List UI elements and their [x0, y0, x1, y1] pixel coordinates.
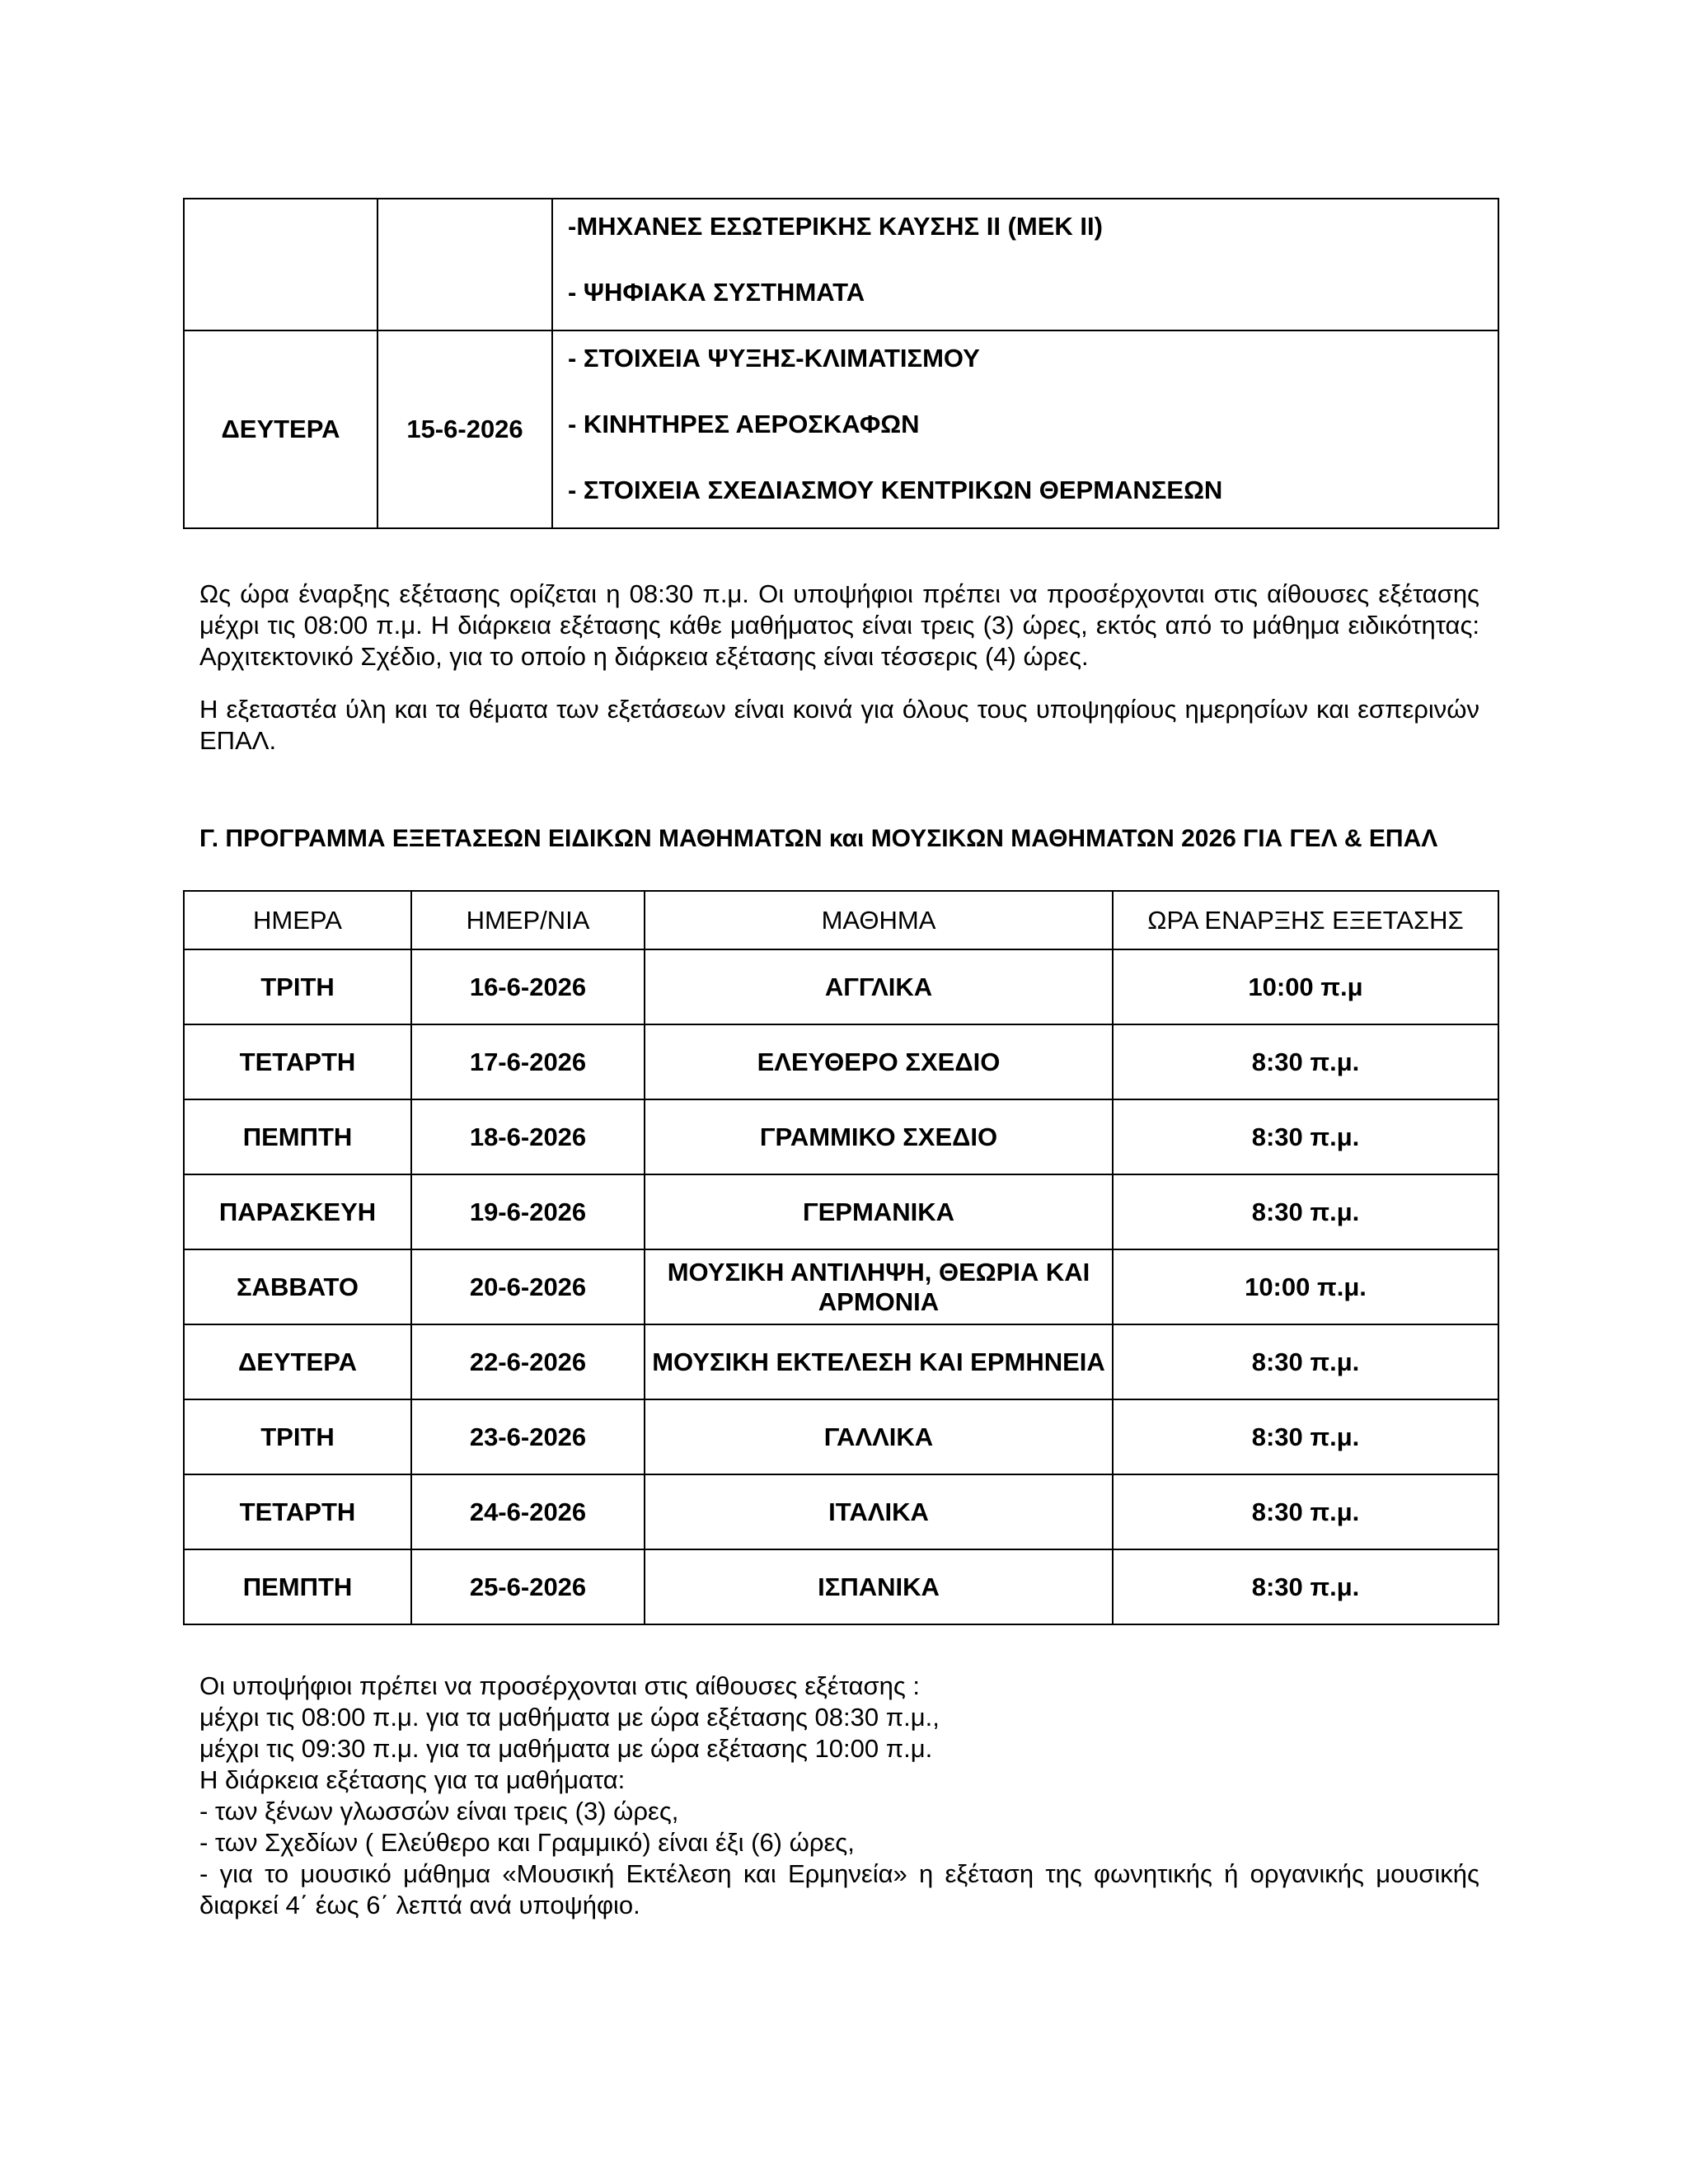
subject-cell: ΓΕΡΜΑΝΙΚΑ — [645, 1174, 1113, 1249]
start-time-cell: 8:30 π.μ. — [1113, 1174, 1498, 1249]
subject-item: - ΨΗΦΙΑΚΑ ΣΥΣΤΗΜΑΤΑ — [568, 278, 865, 307]
day-cell: ΤΕΤΑΡΤΗ — [184, 1474, 411, 1549]
day-cell: ΤΡΙΤΗ — [184, 949, 411, 1024]
day-cell: ΤΡΙΤΗ — [184, 1399, 411, 1474]
subjects-cell — [552, 199, 1498, 330]
subject-cell: ΙΣΠΑΝΙΚΑ — [645, 1549, 1113, 1624]
date-cell: 15-6-2026 — [377, 330, 552, 528]
day-cell — [184, 199, 377, 330]
table-row — [184, 1474, 1498, 1549]
table-row — [184, 1024, 1498, 1099]
table-row — [184, 1549, 1498, 1624]
table-row — [184, 1174, 1498, 1249]
column-header-subject: ΜΑΘΗΜΑ — [645, 891, 1113, 949]
date-cell: 23-6-2026 — [411, 1399, 645, 1474]
table-row — [184, 949, 1498, 1024]
table-row — [184, 1099, 1498, 1174]
date-cell: 18-6-2026 — [411, 1099, 645, 1174]
start-time-cell: 8:30 π.μ. — [1113, 1549, 1498, 1624]
day-cell: ΠΑΡΑΣΚΕΥΗ — [184, 1174, 411, 1249]
subject-item: - ΣΤΟΙΧΕΙΑ ΨΥΞΗΣ-ΚΛΙΜΑΤΙΣΜΟΥ — [568, 344, 980, 373]
date-cell: 17-6-2026 — [411, 1024, 645, 1099]
date-cell: 24-6-2026 — [411, 1474, 645, 1549]
table-header-row — [184, 891, 1498, 949]
subject-item: - ΚΙΝΗΤΗΡΕΣ ΑΕΡΟΣΚΑΦΩΝ — [568, 410, 920, 438]
note-line: - των ξένων γλωσσών είναι τρεις (3) ώρες, — [199, 1797, 679, 1825]
subject-cell: ΓΑΛΛΙΚΑ — [645, 1399, 1113, 1474]
table-row — [184, 330, 1498, 528]
day-cell: ΣΑΒΒΑΤΟ — [184, 1249, 411, 1324]
exam-material-paragraph: Η εξεταστέα ύλη και τα θέματα των εξετάσεων είναι κοινά για όλους τους υποψηφίους ημερησίων και εσπερινών ΕΠΑΛ. — [199, 695, 1479, 755]
subject-cell: ΓΡΑΜΜΙΚΟ ΣΧΕΔΙΟ — [645, 1099, 1113, 1174]
subject-item: -ΜΗΧΑΝΕΣ ΕΣΩΤΕΡΙΚΗΣ ΚΑΥΣΗΣ ΙΙ (ΜΕΚ ΙΙ) — [568, 212, 1103, 241]
note-line: Οι υποψήφιοι πρέπει να προσέρχονται στις αίθουσες εξέτασης : — [199, 1671, 921, 1700]
note-line: μέχρι τις 08:00 π.μ. για τα μαθήματα με ώρα εξέτασης 08:30 π.μ., — [199, 1703, 940, 1732]
exam-notes — [199, 1671, 1479, 1921]
day-cell: ΠΕΜΠΤΗ — [184, 1549, 411, 1624]
start-time-cell: 10:00 π.μ. — [1113, 1249, 1498, 1324]
subject-cell: ΙΤΑΛΙΚΑ — [645, 1474, 1113, 1549]
day-cell: ΤΕΤΑΡΤΗ — [184, 1024, 411, 1099]
date-cell: 19-6-2026 — [411, 1174, 645, 1249]
subject-item: - ΣΤΟΙΧΕΙΑ ΣΧΕΔΙΑΣΜΟΥ ΚΕΝΤΡΙΚΩΝ ΘΕΡΜΑΝΣΕΩΝ — [568, 476, 1223, 504]
subject-cell: ΑΓΓΛΙΚΑ — [645, 949, 1113, 1024]
subject-cell: ΜΟΥΣΙΚΗ ΕΚΤΕΛΕΣΗ ΚΑΙ ΕΡΜΗΝΕΙΑ — [645, 1324, 1113, 1399]
day-cell: ΔΕΥΤΕΡΑ — [184, 1324, 411, 1399]
column-header-date: ΗΜΕΡ/ΝΙΑ — [411, 891, 645, 949]
table-row — [184, 1399, 1498, 1474]
start-time-cell: 8:30 π.μ. — [1113, 1024, 1498, 1099]
date-cell: 20-6-2026 — [411, 1249, 645, 1324]
date-cell: 16-6-2026 — [411, 949, 645, 1024]
table-row — [184, 199, 1498, 330]
note-line: Η διάρκεια εξέτασης για τα μαθήματα: — [199, 1765, 626, 1794]
section-heading: Γ. ΠΡΟΓΡΑΜΜΑ ΕΞΕΤΑΣΕΩΝ ΕΙΔΙΚΩΝ ΜΑΘΗΜΑΤΩΝ και ΜΟΥΣΙΚΩΝ ΜΑΘΗΜΑΤΩΝ 2026 ΓΙΑ ΓΕΛ & ΕΠΑΛ — [199, 825, 1438, 852]
subject-cell: ΕΛΕΥΘΕΡΟ ΣΧΕΔΙΟ — [645, 1024, 1113, 1099]
exam-time-paragraph: Ως ώρα έναρξης εξέτασης ορίζεται η 08:30 π.μ. Οι υποψήφιοι πρέπει να προσέρχονται στις αίθουσες εξέτασης μέχρι τις 08:00 π.μ. Η διάρκεια εξέτασης κάθε μαθήματος είναι τρεις (3) ώρες, εκτός από το μάθημα ειδικότητας: Αρχιτεκτονικό Σχέδιο, για το οποίο η διάρκεια εξέτασης είναι τέσσερις (4) ώρες. — [199, 579, 1479, 671]
date-cell: 25-6-2026 — [411, 1549, 645, 1624]
start-time-cell: 8:30 π.μ. — [1113, 1324, 1498, 1399]
start-time-cell: 10:00 π.μ — [1113, 949, 1498, 1024]
start-time-cell: 8:30 π.μ. — [1113, 1099, 1498, 1174]
date-cell: 22-6-2026 — [411, 1324, 645, 1399]
table-row — [184, 1249, 1498, 1324]
special-subjects-schedule-table — [183, 890, 1499, 1625]
start-time-cell: 8:30 π.μ. — [1113, 1474, 1498, 1549]
start-time-cell: 8:30 π.μ. — [1113, 1399, 1498, 1474]
continuation-schedule-table — [183, 198, 1499, 529]
note-line: - των Σχεδίων ( Ελεύθερο και Γραμμικό) είναι έξι (6) ώρες, — [199, 1828, 855, 1857]
table-row — [184, 1324, 1498, 1399]
date-cell — [377, 199, 552, 330]
subjects-cell — [552, 330, 1498, 528]
day-cell: ΠΕΜΠΤΗ — [184, 1099, 411, 1174]
column-header-start-time: ΩΡΑ ΕΝΑΡΞΗΣ ΕΞΕΤΑΣΗΣ — [1113, 891, 1498, 949]
note-paragraph: - για το μουσικό μάθημα «Μουσική Εκτέλεση και Ερμηνεία» η εξέταση της φωνητικής ή οργανικής μουσικής διαρκεί 4΄ έως 6΄ λεπτά ανά υποψήφιο. — [199, 1859, 1479, 1919]
note-line: μέχρι τις 09:30 π.μ. για τα μαθήματα με ώρα εξέτασης 10:00 π.μ. — [199, 1734, 933, 1763]
column-header-day: ΗΜΕΡΑ — [184, 891, 411, 949]
day-cell: ΔΕΥΤΕΡΑ — [184, 330, 377, 528]
subject-cell: ΜΟΥΣΙΚΗ ΑΝΤΙΛΗΨΗ, ΘΕΩΡΙΑ ΚΑΙ ΑΡΜΟΝΙΑ — [645, 1249, 1113, 1324]
